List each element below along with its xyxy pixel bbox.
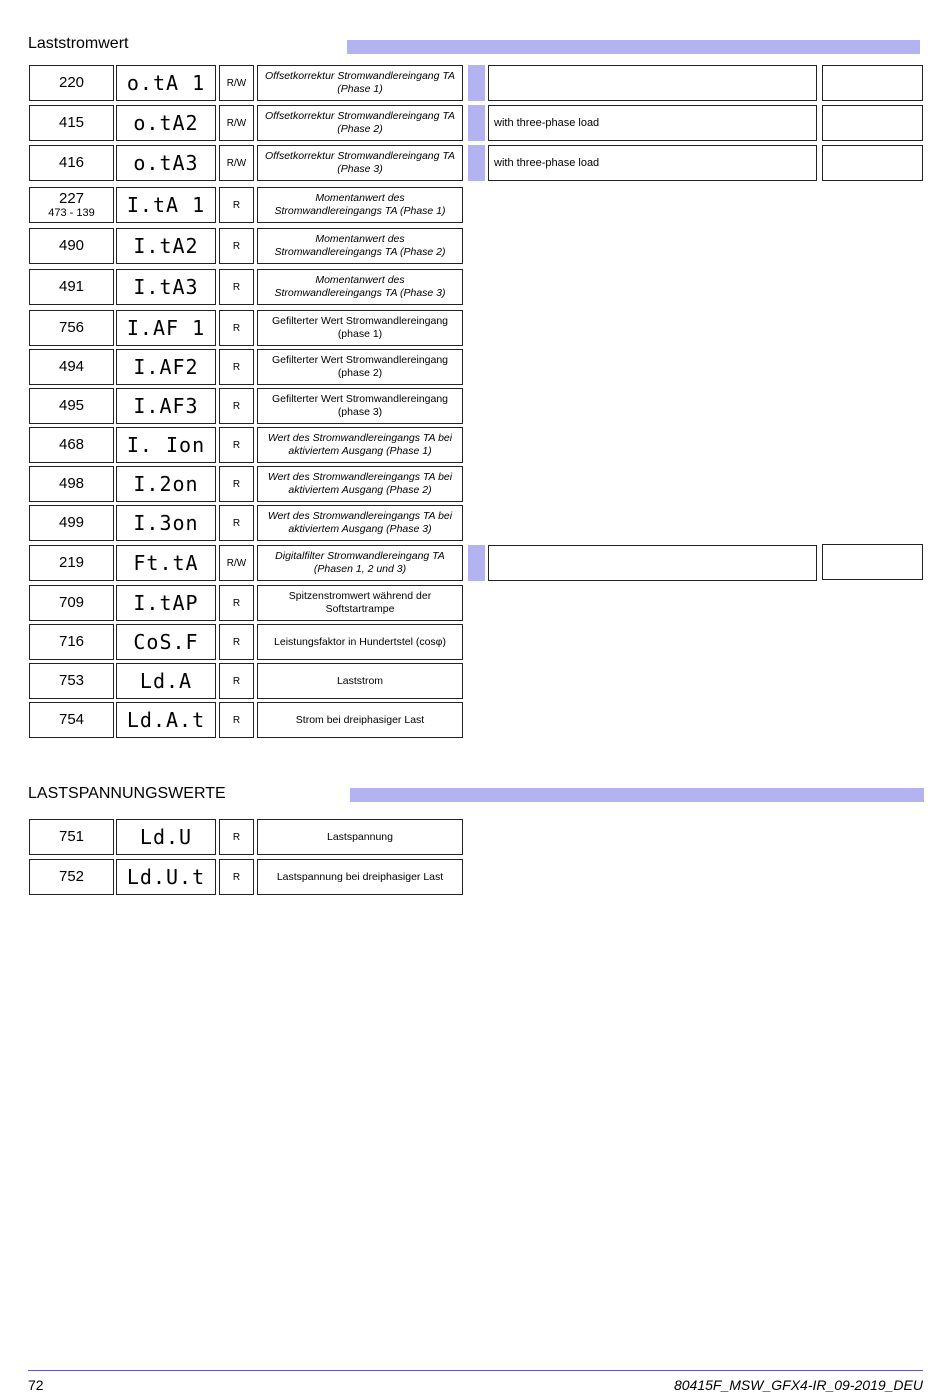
access-type: R: [219, 702, 254, 738]
parameter-note: [488, 545, 817, 581]
parameter-index-value: 499: [58, 514, 85, 531]
parameter-index: [29, 624, 114, 660]
section-title-lastspannungswerte: LASTSPANNUNGSWERTE: [28, 785, 226, 802]
parameter-index-value: 227: [58, 189, 85, 207]
parameter-index: [29, 349, 114, 385]
parameter-index: [29, 819, 114, 855]
page-number: 72: [28, 1377, 44, 1393]
empty-cell: [822, 65, 923, 101]
parameter-index: [29, 585, 114, 621]
access-type: R: [219, 466, 254, 502]
parameter-index-value: 415: [58, 114, 85, 131]
display-mnemonic: o.tA 1: [116, 65, 216, 101]
display-mnemonic: I.AF2: [116, 349, 216, 385]
parameter-description: Gefilterter Wert Stromwandlereingang (phase 2): [257, 349, 463, 385]
parameter-index-value: 490: [58, 237, 85, 254]
parameter-index-value: 495: [58, 397, 85, 414]
parameter-index: [29, 859, 114, 895]
column-marker: [468, 145, 485, 181]
parameter-note: with three-phase load: [488, 145, 817, 181]
access-type: R: [219, 505, 254, 541]
parameter-description: Momentanwert des Stromwandlereingangs TA (Phase 2): [257, 228, 463, 264]
parameter-description: Gefilterter Wert Stromwandlereingang (phase 1): [257, 310, 463, 346]
display-mnemonic: Ld.U.t: [116, 859, 216, 895]
parameter-index-value: 751: [58, 828, 85, 845]
parameter-index: [29, 545, 114, 581]
access-type: R: [219, 388, 254, 424]
document-id: 80415F_MSW_GFX4-IR_09-2019_DEU: [673, 1377, 923, 1393]
parameter-index: [29, 310, 114, 346]
parameter-note: with three-phase load: [488, 105, 817, 141]
parameter-description: Momentanwert des Stromwandlereingangs TA (Phase 3): [257, 269, 463, 305]
display-mnemonic: I.AF3: [116, 388, 216, 424]
access-type: R: [219, 269, 254, 305]
parameter-description: Lastspannung: [257, 819, 463, 855]
display-mnemonic: o.tA3: [116, 145, 216, 181]
display-mnemonic: I.2on: [116, 466, 216, 502]
parameter-index-value: 491: [58, 278, 85, 295]
empty-cell: [822, 105, 923, 141]
access-type: R: [219, 310, 254, 346]
parameter-index-value: 468: [58, 436, 85, 453]
access-type: R: [219, 859, 254, 895]
parameter-description: Strom bei dreiphasiger Last: [257, 702, 463, 738]
section-bar: [350, 788, 924, 802]
parameter-index-alt: 473 - 139: [48, 206, 95, 219]
parameter-description: Gefilterter Wert Stromwandlereingang (phase 3): [257, 388, 463, 424]
display-mnemonic: I.AF 1: [116, 310, 216, 346]
section-bar: [347, 40, 920, 54]
parameter-index: [29, 466, 114, 502]
parameter-description: Wert des Stromwandlereingangs TA bei aktiviertem Ausgang (Phase 2): [257, 466, 463, 502]
display-mnemonic: I. Ion: [116, 427, 216, 463]
parameter-index: [29, 187, 114, 223]
access-type: R: [219, 624, 254, 660]
parameter-index-value: 756: [58, 319, 85, 336]
parameter-description: Momentanwert des Stromwandlereingangs TA (Phase 1): [257, 187, 463, 223]
display-mnemonic: CoS.F: [116, 624, 216, 660]
display-mnemonic: I.tA 1: [116, 187, 216, 223]
section-title-laststromwert: Laststromwert: [28, 35, 129, 52]
parameter-description: Offsetkorrektur Stromwandlereingang TA (Phase 2): [257, 105, 463, 141]
parameter-index: [29, 228, 114, 264]
parameter-index: [29, 702, 114, 738]
access-type: R: [219, 187, 254, 223]
parameter-note: [488, 65, 817, 101]
column-marker: [468, 545, 485, 581]
parameter-description: Digitalfilter Stromwandlereingang TA (Phasen 1, 2 und 3): [257, 545, 463, 581]
parameter-description: Wert des Stromwandlereingangs TA bei aktiviertem Ausgang (Phase 3): [257, 505, 463, 541]
parameter-index-value: 709: [58, 594, 85, 611]
parameter-index: [29, 505, 114, 541]
display-mnemonic: I.3on: [116, 505, 216, 541]
parameter-index-value: 416: [58, 154, 85, 171]
access-type: R/W: [219, 145, 254, 181]
access-type: R: [219, 585, 254, 621]
parameter-description: Leistungsfaktor in Hundertstel (cosφ): [257, 624, 463, 660]
parameter-description: Offsetkorrektur Stromwandlereingang TA (Phase 1): [257, 65, 463, 101]
access-type: R/W: [219, 105, 254, 141]
parameter-description: Offsetkorrektur Stromwandlereingang TA (Phase 3): [257, 145, 463, 181]
access-type: R: [219, 349, 254, 385]
parameter-description: Spitzenstromwert während der Softstartrampe: [257, 585, 463, 621]
parameter-index-value: 752: [58, 868, 85, 885]
parameter-index-value: 494: [58, 358, 85, 375]
access-type: R: [219, 663, 254, 699]
empty-cell: [822, 544, 923, 580]
parameter-index: [29, 427, 114, 463]
parameter-index: [29, 105, 114, 141]
access-type: R/W: [219, 65, 254, 101]
parameter-index-value: 754: [58, 711, 85, 728]
footer-rule: [28, 1370, 923, 1371]
display-mnemonic: Ft.tA: [116, 545, 216, 581]
parameter-index: [29, 145, 114, 181]
access-type: R: [219, 427, 254, 463]
empty-cell: [822, 145, 923, 181]
parameter-description: Wert des Stromwandlereingangs TA bei aktiviertem Ausgang (Phase 1): [257, 427, 463, 463]
display-mnemonic: Ld.A.t: [116, 702, 216, 738]
parameter-description: Lastspannung bei dreiphasiger Last: [257, 859, 463, 895]
parameter-index: [29, 269, 114, 305]
parameter-index-value: 220: [58, 74, 85, 91]
parameter-index: [29, 388, 114, 424]
display-mnemonic: I.tA2: [116, 228, 216, 264]
column-marker: [468, 105, 485, 141]
parameter-index: [29, 663, 114, 699]
column-marker: [468, 65, 485, 101]
display-mnemonic: o.tA2: [116, 105, 216, 141]
display-mnemonic: I.tA3: [116, 269, 216, 305]
display-mnemonic: Ld.A: [116, 663, 216, 699]
access-type: R: [219, 819, 254, 855]
access-type: R/W: [219, 545, 254, 581]
parameter-index-value: 716: [58, 633, 85, 650]
parameter-index-value: 219: [58, 554, 85, 571]
access-type: R: [219, 228, 254, 264]
display-mnemonic: Ld.U: [116, 819, 216, 855]
parameter-index-value: 753: [58, 672, 85, 689]
parameter-index: [29, 65, 114, 101]
display-mnemonic: I.tAP: [116, 585, 216, 621]
parameter-index-value: 498: [58, 475, 85, 492]
parameter-description: Laststrom: [257, 663, 463, 699]
